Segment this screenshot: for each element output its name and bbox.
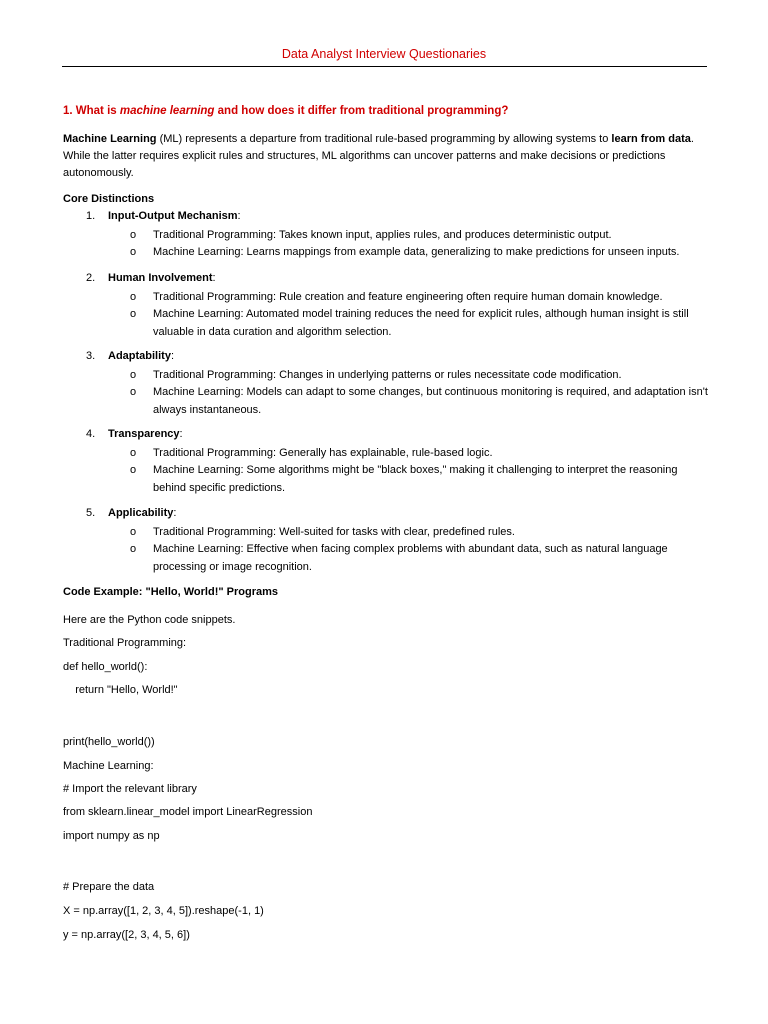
code-line: Traditional Programming:: [63, 637, 187, 649]
code-line: y = np.array([2, 3, 4, 5, 6]): [63, 929, 190, 941]
list-item-colon: :: [212, 272, 216, 284]
list-item-number: 3.: [86, 350, 96, 362]
intro-part2: . While the latter requires explicit rules and structures, ML algorithms can uncover patterns and make decisions or predictions autonomously.: [63, 133, 694, 179]
list-item-heading: [86, 428, 183, 440]
code-line: # Import the relevant library: [63, 783, 197, 795]
bullet-mark: o: [130, 246, 137, 258]
code-line: return "Hello, World!": [63, 684, 178, 696]
core-distinctions-heading: Core Distinctions: [63, 193, 155, 205]
question-italic: machine learning: [119, 105, 215, 117]
intro-paragraph: [63, 131, 708, 182]
bullet-text: Machine Learning: Some algorithms might be "black boxes," making it challenging to interpret the reasoning behind specific predictions.: [153, 464, 678, 494]
code-line: def hello_world():: [63, 661, 148, 673]
title-divider: [62, 66, 707, 67]
list-item-title: Adaptability: [108, 350, 171, 362]
bullet-mark: o: [130, 291, 137, 303]
list-item-colon: :: [173, 507, 177, 519]
bullet-mark: o: [130, 543, 137, 555]
list-item-heading: [86, 507, 176, 519]
question-prefix: 1. What is: [63, 105, 120, 117]
bullet-mark: o: [130, 526, 137, 538]
bullet-text: Traditional Programming: Well-suited for tasks with clear, predefined rules.: [153, 526, 515, 538]
code-line: Machine Learning:: [63, 760, 154, 772]
list-item-number: 1.: [86, 210, 96, 222]
code-line: X = np.array([1, 2, 3, 4, 5]).reshape(-1, 1): [63, 905, 264, 917]
code-line: from sklearn.linear_model import LinearRegression: [63, 806, 313, 818]
bullet-text: Traditional Programming: Generally has explainable, rule-based logic.: [153, 447, 493, 459]
bullet-mark: o: [130, 229, 137, 241]
bullet-mark: o: [130, 464, 137, 476]
bullet-text: Traditional Programming: Changes in underlying patterns or rules necessitate code modification.: [153, 369, 622, 381]
intro-emphasis: learn from data: [611, 133, 691, 145]
bullet-text: Traditional Programming: Rule creation and feature engineering often require human domain knowledge.: [153, 291, 663, 303]
code-line: Here are the Python code snippets.: [63, 614, 236, 626]
list-item-heading: [86, 210, 241, 222]
bullet-text: Machine Learning: Models can adapt to some changes, but continuous monitoring is required, and adaptation isn't always instantaneous.: [153, 386, 708, 416]
list-item-title: Input-Output Mechanism: [108, 210, 238, 222]
bullet-text: Machine Learning: Automated model training reduces the need for explicit rules, although human insight is still valuable in data curation and algorithm selection.: [153, 308, 689, 338]
list-item-heading: [86, 350, 174, 362]
code-line: import numpy as np: [63, 830, 160, 842]
list-item-title: Transparency: [108, 428, 180, 440]
bullet-text: Traditional Programming: Takes known input, applies rules, and produces deterministic output.: [153, 229, 612, 241]
question-suffix: and how does it differ from traditional programming?: [214, 105, 509, 117]
list-item-colon: :: [179, 428, 183, 440]
list-item-number: 4.: [86, 428, 96, 440]
bullet-mark: o: [130, 447, 137, 459]
intro-term: Machine Learning: [63, 133, 157, 145]
bullet-text: Machine Learning: Effective when facing complex problems with abundant data, such as natural language processing or image recognition.: [153, 543, 668, 573]
list-item-colon: :: [170, 350, 175, 362]
intro-part1: (ML) represents a departure from traditional rule-based programming by allowing systems to: [156, 133, 612, 145]
bullet-text: Machine Learning: Learns mappings from example data, generalizing to make predictions for unseen inputs.: [153, 246, 680, 258]
list-item-title: Human Involvement: [108, 272, 213, 284]
bullet-mark: o: [130, 386, 137, 398]
bullet-mark: o: [130, 308, 137, 320]
code-example-heading: Code Example: "Hello, World!" Programs: [63, 586, 278, 598]
list-item-heading: [86, 272, 216, 284]
code-line: # Prepare the data: [63, 881, 155, 893]
list-item-number: 5.: [86, 507, 96, 519]
question-heading: [63, 105, 508, 117]
list-item-title: Applicability: [108, 507, 174, 519]
bullet-mark: o: [130, 369, 137, 381]
list-item-number: 2.: [86, 272, 96, 284]
code-line: print(hello_world()): [63, 736, 155, 748]
document-title: Data Analyst Interview Questionaries: [281, 47, 487, 61]
list-item-colon: :: [237, 210, 241, 222]
